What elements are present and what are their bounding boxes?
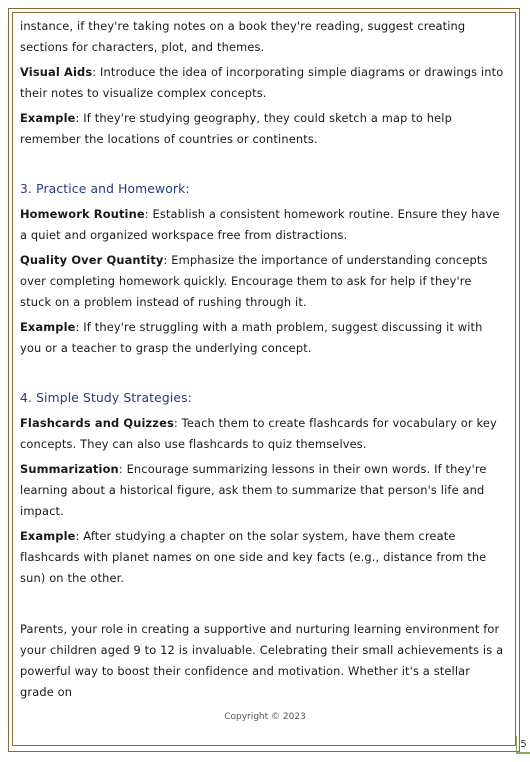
example-paragraph-3 xyxy=(20,526,506,589)
section-3-heading: 3. Practice and Homework: xyxy=(20,182,190,196)
homework-routine-paragraph xyxy=(20,204,506,246)
quality-paragraph xyxy=(20,250,506,313)
summarization-paragraph xyxy=(20,459,506,522)
flashcards-label: Flashcards and Quizzes xyxy=(20,416,174,430)
closing-paragraph: Parents, your role in creating a supportive and nurturing learning environment for your children aged 9 to 12 is invaluable. Celebrating their small achievements is a powerful way to boost their confidence and motivation. Whether it's a stellar grade on xyxy=(20,622,504,699)
copyright-footer: Copyright © 2023 xyxy=(224,712,306,722)
summarization-label: Summarization xyxy=(20,462,119,476)
visual-aids-text: : Introduce the idea of incorporating simple diagrams or drawings into their notes to visualize complex concepts. xyxy=(20,65,504,100)
quality-text: : Emphasize the importance of understanding concepts over completing homework quickly. Encourage them to ask for help if they're stuck on a problem instead of rushing through it. xyxy=(20,253,488,309)
example-paragraph-1 xyxy=(20,108,506,150)
example-label: Example xyxy=(20,111,76,125)
homework-routine-label: Homework Routine xyxy=(20,207,145,221)
spacer xyxy=(20,363,506,388)
spacer xyxy=(20,154,506,179)
summarization-text: : Encourage summarizing lessons in their own words. If they're learning about a historical figure, ask them to summarize that person's life and impact. xyxy=(20,462,487,518)
flashcards-text: : Teach them to create flashcards for vocabulary or key concepts. They can also use flashcards to quiz themselves. xyxy=(20,416,497,451)
example-text: : If they're struggling with a math problem, suggest discussing it with you or a teacher to grasp the underlying concept. xyxy=(20,320,483,355)
flashcards-paragraph xyxy=(20,413,506,455)
example-label: Example xyxy=(20,320,76,334)
example-text: : If they're studying geography, they could sketch a map to help remember the locations of countries or continents. xyxy=(20,111,452,146)
page-number: 5 xyxy=(516,736,530,754)
visual-aids-label: Visual Aids xyxy=(20,65,93,79)
example-label: Example xyxy=(20,529,76,543)
intro-paragraph: instance, if they're taking notes on a book they're reading, suggest creating sections for characters, plot, and themes. xyxy=(20,19,466,54)
homework-routine-text: : Establish a consistent homework routine. Ensure they have a quiet and organized workspace free from distractions. xyxy=(20,207,500,242)
section-4-heading: 4. Simple Study Strategies: xyxy=(20,391,192,405)
example-paragraph-2 xyxy=(20,317,506,359)
example-text: : After studying a chapter on the solar system, have them create flashcards with planet names on one side and key facts (e.g., distance from the sun) on the other. xyxy=(20,529,487,585)
quality-label: Quality Over Quantity xyxy=(20,253,164,267)
visual-aids-paragraph xyxy=(20,62,506,104)
document-body xyxy=(20,16,506,707)
spacer xyxy=(20,593,506,619)
